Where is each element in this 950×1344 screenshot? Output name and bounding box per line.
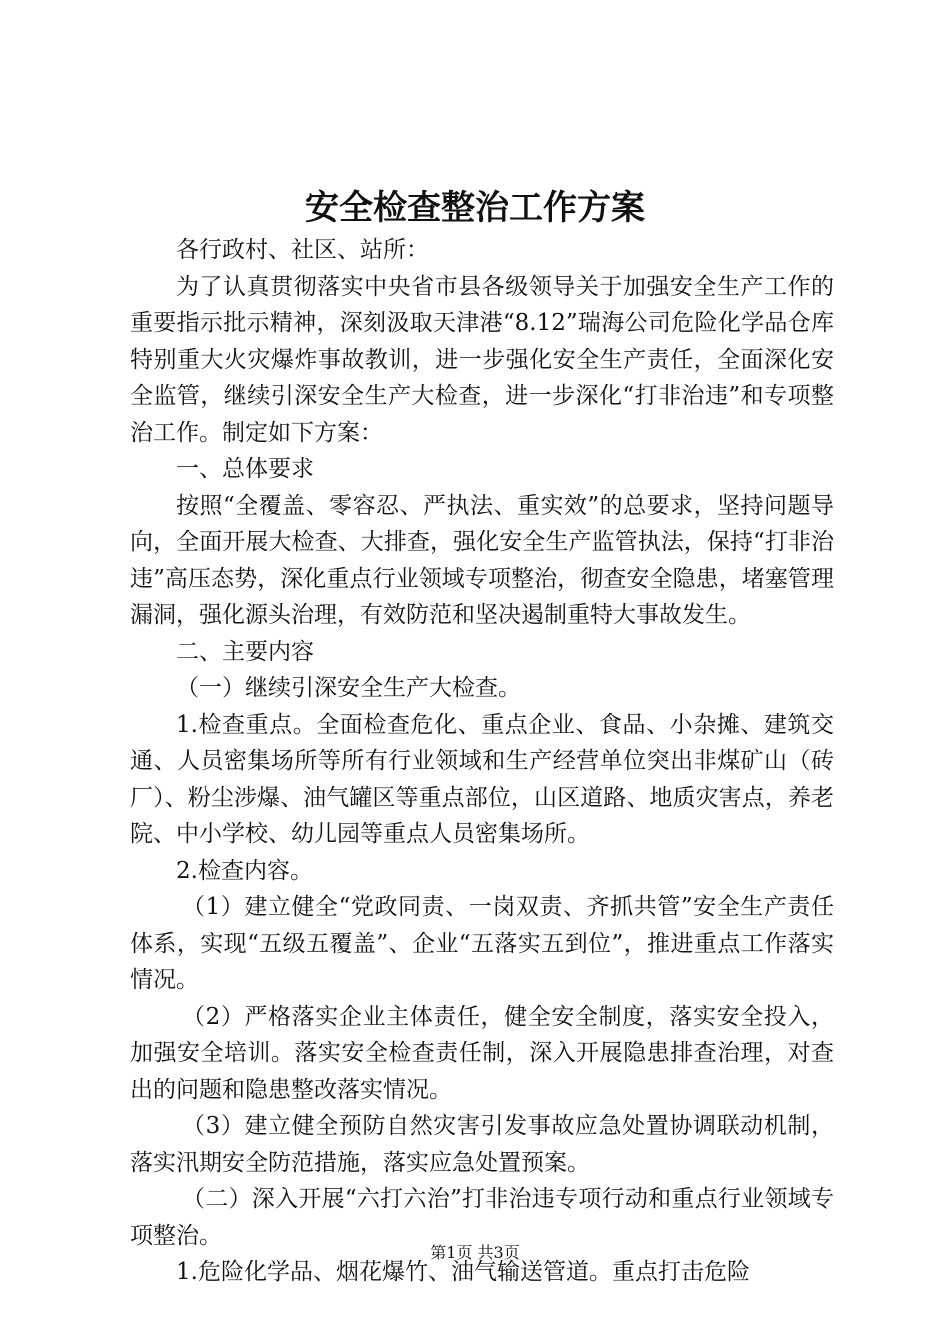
paragraph-item-1: （1）建立健全“党政同责、一岗双责、齐抓共管”安全生产责任体系，实现“五级五覆盖”、企业“五落实五到位”，推进重点工作落实情况。 bbox=[130, 894, 834, 993]
heading-main-content: 二、主要内容 bbox=[176, 638, 314, 665]
paragraph-inspection-focus: 1.检查重点。全面检查危化、重点企业、食品、小杂摊、建筑交通、人员密集场所等所有行业领域和生产经营单位突出非煤矿山（砖厂）、粉尘涉爆、油气罐区等重点部位，山区道路、地质灾害点，养老院、中小学校、幼儿园等重点人员密集场所。 bbox=[130, 711, 834, 847]
subheading-inspection: （一）继续引深安全生产大检查。 bbox=[176, 675, 521, 701]
paragraph-inspection-content: 2.检查内容。 bbox=[176, 857, 313, 884]
heading-general-requirements: 一、总体要求 bbox=[176, 456, 314, 482]
document-body bbox=[130, 232, 834, 1291]
paragraph-item-3: （3）建立健全预防自然灾害引发事故应急处置协调联动机制，落实汛期安全防范措施，落实应急处置预案。 bbox=[130, 1113, 834, 1176]
paragraph-general-requirements: 按照“全覆盖、零容忍、严执法、重实效”的总要求，坚持问题导向，全面开展大检查、大排查，强化安全生产监管执法，保持“打非治违”高压态势，深化重点行业领域专项整治，彻查安全隐患，堵塞管理漏洞，强化源头治理，有效防范和坚决遏制重特大事故发生。 bbox=[130, 492, 834, 628]
paragraph-hazardous-chemicals: 1.危险化学品、烟花爆竹、油气输送管道。重点打击危险 bbox=[176, 1259, 750, 1285]
page-number-footer: 第1页 共3页 bbox=[430, 1243, 520, 1262]
paragraph-intro: 为了认真贯彻落实中央省市县各级领导关于加强安全生产工作的重要指示批示精神，深刻汲取天津港“8.12”瑞海公司危险化学品仓库特别重大火灾爆炸事故教训，进一步强化安全生产责任，全面深化安全监管，继续引深安全生产大检查，进一步深化“打非治违”和专项整治工作。制定如下方案： bbox=[130, 273, 834, 446]
paragraph-item-2: （2）严格落实企业主体责任，健全安全制度，落实安全投入，加强安全培训。落实安全检查责任制，深入开展隐患排查治理，对查出的问题和隐患整改落实情况。 bbox=[130, 1003, 834, 1103]
paragraph-salutation: 各行政村、社区、站所： bbox=[176, 237, 429, 263]
document-title: 安全检查整治工作方案 bbox=[305, 188, 645, 228]
subheading-special-action: （二）深入开展“六打六治”打非治违专项行动和重点行业领域专项整治。 bbox=[130, 1186, 834, 1249]
